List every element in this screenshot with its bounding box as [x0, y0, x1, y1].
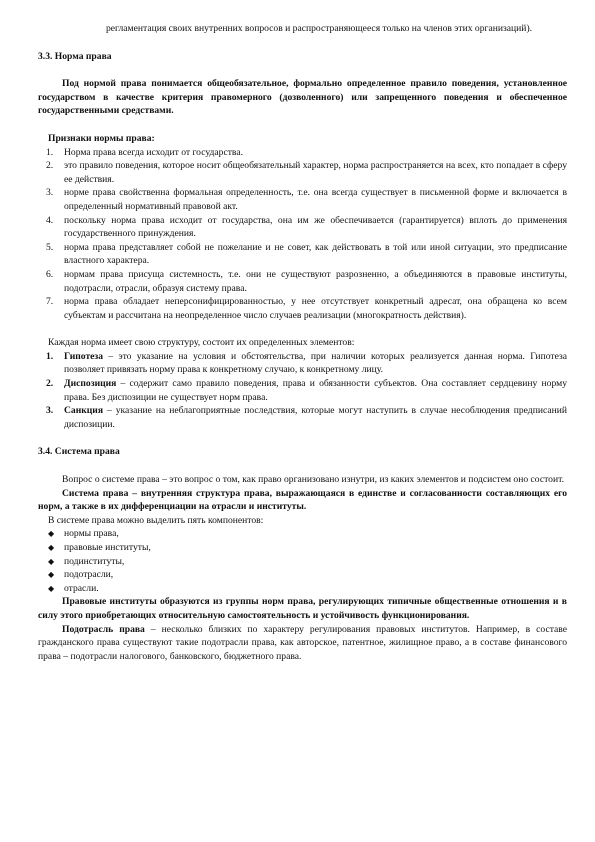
list-item: ◆ правовые институты,	[48, 542, 151, 553]
list-item: 5. норма права представляет собой не пожелание и не совет, как действовать в той или иной ситуации, это предписание властного характера.	[46, 241, 567, 267]
list-item: 3. Санкция – указание на неблагоприятные последствия, которые могут наступить в случае несоблюдения предписаний диспозиции.	[46, 405, 567, 430]
list-item: 4. поскольку норма права исходит от государства, она им же обеспечивается (гарантируется) вплоть до применения государственного принуждения.	[46, 214, 567, 240]
norm-definition	[38, 77, 567, 118]
list-item: 7. норма права обладает неперсонифицированностью, у нее отсутствует конкретный адресат, она обращена ко всем субъектам и рассчитана на неопределенное число случаев реализации (многократность действия).	[46, 296, 567, 321]
list-item: ◆ подинституты,	[48, 555, 125, 567]
list-item: ◆ отрасли.	[48, 582, 99, 594]
elements-list	[38, 350, 567, 432]
norm-definition-term: Под нормой права	[62, 78, 147, 90]
norm-definition-text: понимается общеобязательное, формально определенное правило поведения, установленное государством в качестве критерия правомерного (дозволенного) или запрещенного поведения и обеспеченное государственными средствами.	[38, 78, 567, 117]
intro-continuation: регламентация своих внутренних вопросов и распространяющееся только на членов этих организаций).	[106, 23, 533, 34]
list-item: 6. нормам права присуща системность, т.е. они не существуют разрозненно, а объединяются в правовые институты, подотрасли, отрасли, образуя систему права.	[46, 268, 567, 294]
structure-intro: Каждая норма имеет свою структуру, состоит их определенных элементов:	[48, 337, 355, 349]
list-item: 2. Диспозиция – содержит само правило поведения, права и обязанности субъектов. Она составляет сердцевину норму права. Без диспозиции не существует норм права.	[46, 378, 567, 403]
components-intro: В системе права можно выделить пять компонентов:	[48, 514, 264, 526]
list-item: ◆ подотрасли,	[48, 569, 114, 581]
system-paragraph-1: Вопрос о системе права – это вопрос о том, как право организовано изнутри, из каких элементов и подсистем оно состоит.	[62, 474, 564, 486]
legal-institutes-paragraph: Правовые институты образуются из группы норм права, регулирующих типичные общественные отношения и в силу этого приобретающих относительную самостоятельность и устойчивость функционирования.	[38, 596, 567, 621]
list-item: ◆ нормы права,	[48, 528, 119, 540]
signs-title: Признаки нормы права:	[48, 132, 155, 144]
section-3-3-heading: 3.3. Норма права	[38, 50, 112, 62]
signs-list	[38, 146, 567, 323]
system-definition: Система права – внутренняя структура права, выражающаяся в единстве и согласованности составляющих его норм, а также в их дифференциации на отрасли и институты.	[38, 487, 567, 513]
sub-branch-paragraph: Подотрасль права – несколько близких по характеру регулирования правовых институтов. Например, в составе гражданского права существуют такие подотрасли права, как авторское, патентное, жилищное право, а в составе финансового права – подотрасли налогового, банковского, бюджетного права.	[38, 623, 568, 662]
list-item: 2. это правило поведения, которое носит общеобязательный характер, норма распространяется на всех, кто попадает в сферу ее действия.	[46, 160, 567, 185]
section-3-4-heading: 3.4. Система права	[38, 446, 120, 458]
components-list	[38, 527, 567, 595]
list-item: 1. Норма права всегда исходит от государства.	[46, 146, 243, 158]
list-item: 3. норме права свойственна формальная определенность, т.е. она всегда существует в письменной форме и включается в определенный нормативный правовой акт.	[46, 187, 567, 212]
list-item: 1. Гипотеза – это указание на условия и обстоятельства, при наличии которых реализуется данная норма. Гипотеза позволяет привязать норму права к конкретному случаю, к конкретному лицу.	[46, 350, 567, 376]
